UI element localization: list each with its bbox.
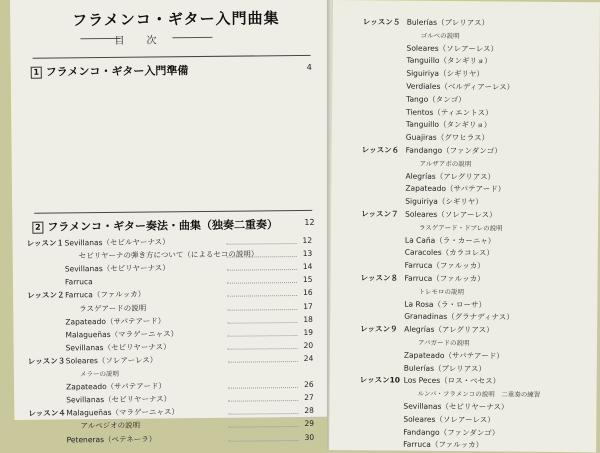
toc-entry <box>360 349 590 363</box>
entry-title: Caracoles（カラコレス） <box>404 248 494 258</box>
entry-title: Farruca（ファルッカ） <box>404 273 485 284</box>
entry-title: Siguiriya（シギリヤ） <box>406 68 484 79</box>
entry-title: Tanguillo（タンギリョ） <box>405 120 492 130</box>
entry-title: Farruca（ファルッカ） <box>65 289 146 300</box>
entry-title: Farruca（ファルッカ） <box>403 440 484 450</box>
toc-entry <box>360 311 590 325</box>
lesson-label: レッスン３ <box>27 356 66 366</box>
entry-title: Alegrías（アレグリアス） <box>405 171 496 182</box>
entry-page: 24 <box>303 353 314 363</box>
toc-entry <box>362 93 592 107</box>
toc-entry <box>362 106 592 120</box>
leader-dots <box>227 301 297 311</box>
entry-page: 27 <box>304 393 314 403</box>
entry-title: ゴルペの説明 <box>420 31 460 40</box>
toc-entry <box>361 221 591 235</box>
section-title: フラメンコ・ギター奏法・曲集（独奏二重奏） <box>47 218 278 234</box>
lesson-label: レッスン７ <box>361 209 399 219</box>
leader-dots <box>227 261 297 271</box>
entry-page: 26 <box>303 379 314 390</box>
toc-entry <box>361 259 591 273</box>
toc-entry <box>359 439 589 453</box>
toc-entry <box>360 362 590 376</box>
leader-dots <box>227 314 297 324</box>
leader-dots <box>228 340 298 350</box>
entry-title: Sevillanas（セビリヤーナス） <box>64 263 170 274</box>
lesson-label: レッスン10 <box>359 375 401 385</box>
entry-title: Soleares（ソレアーレス） <box>406 43 499 54</box>
entry-title: ラスゲアードの説明 <box>79 303 147 313</box>
entry-title: ルンバ・フラメンコの説明 二重奏の練習 <box>417 389 541 400</box>
entry-title: La Caña（ラ・カーニャ） <box>404 235 496 246</box>
entry-title: La Rosa（ラ・ローサ） <box>404 299 487 309</box>
toc-entry <box>362 131 592 145</box>
lesson-label: レッスン５ <box>362 17 401 27</box>
entry-title: Tientos（ティエントス） <box>405 107 493 117</box>
entry-title: Bulerías（ブレリアス） <box>403 363 487 373</box>
entry-page: 20 <box>303 340 314 350</box>
section-heading-1 <box>31 62 189 80</box>
section-heading-2 <box>32 216 278 235</box>
entry-page: 28 <box>304 406 314 416</box>
toc-entry <box>361 272 591 286</box>
entry-title: メラーの説明 <box>79 369 119 379</box>
entry-title: Fandango（ファンダンゴ） <box>403 427 500 438</box>
entry-title: Soleares（ソレアーレス） <box>403 414 495 425</box>
toc-entry <box>362 144 592 158</box>
toc-entry <box>29 431 319 446</box>
entry-title: Fandango（ファンダンゴ） <box>405 145 502 156</box>
entry-page: 17 <box>303 301 313 311</box>
toc-entry <box>360 323 590 337</box>
entry-page: 15 <box>302 275 313 285</box>
toc-entry <box>362 55 592 69</box>
entry-page: 29 <box>304 419 315 429</box>
section-number: 2 <box>32 222 43 234</box>
leader-dots <box>228 353 298 363</box>
toc-entry <box>362 80 592 94</box>
section-number: 1 <box>31 67 42 79</box>
book-title: フラメンコ・ギター入門曲集 <box>72 9 280 30</box>
toc-entry <box>360 285 590 299</box>
entry-title: ラスゲアード・ドブレの説明 <box>418 223 503 233</box>
toc-entry <box>363 29 593 43</box>
entry-title: Siguiriya（シギリヤ） <box>405 196 483 207</box>
toc-entry <box>361 208 591 222</box>
toc-entry <box>360 387 590 401</box>
toc-entry <box>362 157 592 171</box>
leader-dots <box>227 287 297 297</box>
entry-title: Sevillanas（セビリヤーナス） <box>66 394 172 405</box>
lesson-label: レッスン２ <box>27 290 65 301</box>
leader-dots <box>227 274 297 284</box>
entry-title: アルザアポの説明 <box>419 159 472 169</box>
toc-entry <box>361 195 591 209</box>
entry-title: Bulerías（ブレリアス） <box>406 17 490 28</box>
section-page: 12 <box>304 217 315 227</box>
toc-entry <box>361 170 591 184</box>
entry-title: Soleares（ソレアーレス） <box>65 355 158 366</box>
toc-list-right <box>333 0 600 450</box>
entry-page: 14 <box>302 262 313 272</box>
toc-entry <box>361 234 591 248</box>
leader-dots <box>229 432 299 442</box>
leader-dots <box>227 327 297 337</box>
lesson-label: レッスン８ <box>360 273 399 283</box>
entry-title: Sevillanas（セビリヤーナス） <box>65 342 171 353</box>
left-page <box>10 0 332 444</box>
entry-page: 30 <box>304 432 315 442</box>
entry-page: 13 <box>302 248 313 259</box>
lesson-label: レッスン９ <box>360 324 398 334</box>
lesson-label: レッスン６ <box>361 145 400 155</box>
toc-entry <box>359 400 589 414</box>
toc-label: 目 次 <box>114 35 163 47</box>
toc-entry <box>363 42 593 56</box>
entry-title: Granadinas（グラナディナス） <box>404 312 514 322</box>
toc-entry <box>360 298 590 312</box>
section-divider <box>34 210 312 214</box>
entry-page: 19 <box>303 327 314 337</box>
leader-dots <box>226 235 296 245</box>
entry-title: セビリヤーナの弾き方について（によるセコの説明） <box>78 249 259 261</box>
leader-dots <box>228 379 298 389</box>
entry-title: Verdiales（ベルディアーレス） <box>406 81 515 92</box>
toc-entry <box>360 336 590 350</box>
entry-title: アルペジオの説明 <box>80 421 141 431</box>
toc-entry <box>359 426 589 440</box>
toc-entry <box>362 119 592 133</box>
toc-entry <box>361 247 591 261</box>
entry-title: Malagueñas（マラゲーニャス） <box>65 328 179 340</box>
leader-dots <box>228 405 298 415</box>
entry-title: Tango（タンゴ） <box>406 94 466 104</box>
entry-title: Malagueñas（マラゲーニャス） <box>66 407 180 418</box>
leader-dots <box>228 418 298 428</box>
toc-entry <box>362 67 592 81</box>
section-title: フラメンコ・ギター入門準備 <box>45 64 189 79</box>
entry-title: Sevillanas（セビルヤーナス） <box>64 237 170 248</box>
entry-title: トレモロの説明 <box>418 287 464 296</box>
entry-title: Soleares（ソレアーレス） <box>405 209 497 220</box>
toc-entry <box>361 183 591 197</box>
lesson-label: レッスン４ <box>28 408 66 419</box>
entry-page: 16 <box>303 288 313 298</box>
leader-dots <box>228 392 298 402</box>
entry-title: Guajiras（グワヒラス） <box>405 132 490 143</box>
entry-page: 18 <box>303 314 313 324</box>
lesson-label: レッスン１ <box>26 238 65 248</box>
right-page <box>329 0 600 452</box>
entry-title: Tanguillo（タンギリョ） <box>406 56 492 66</box>
entry-title: アパガードの説明 <box>417 338 470 348</box>
entry-title: Zapateado（サパテアード） <box>65 315 166 327</box>
toc-entry <box>363 16 593 30</box>
entry-title: Alegrías（アレグリアス） <box>404 324 494 335</box>
entry-title: Peteneras（ペテネーラ） <box>66 433 157 444</box>
entry-title: Zapateado（サパテアード） <box>405 184 506 194</box>
toc-entry <box>360 375 590 389</box>
leader-dots <box>227 248 297 258</box>
entry-title: Zapateado（サパテアード） <box>403 350 504 361</box>
toc-entry <box>359 413 589 427</box>
entry-title: Los Peces（ロス・ペセス） <box>403 376 501 386</box>
entry-title: Sevillanas（セビリヤーナス） <box>403 401 509 412</box>
entry-title: Farruca（ファルッカ） <box>404 260 485 271</box>
entry-title: Zapateado（サパテアード） <box>66 381 167 392</box>
section-divider <box>33 55 311 59</box>
entry-page: 12 <box>302 235 313 245</box>
entry-title: Farruca <box>64 277 93 287</box>
toc-rule-right <box>172 37 212 38</box>
section-page: 4 <box>306 62 312 72</box>
